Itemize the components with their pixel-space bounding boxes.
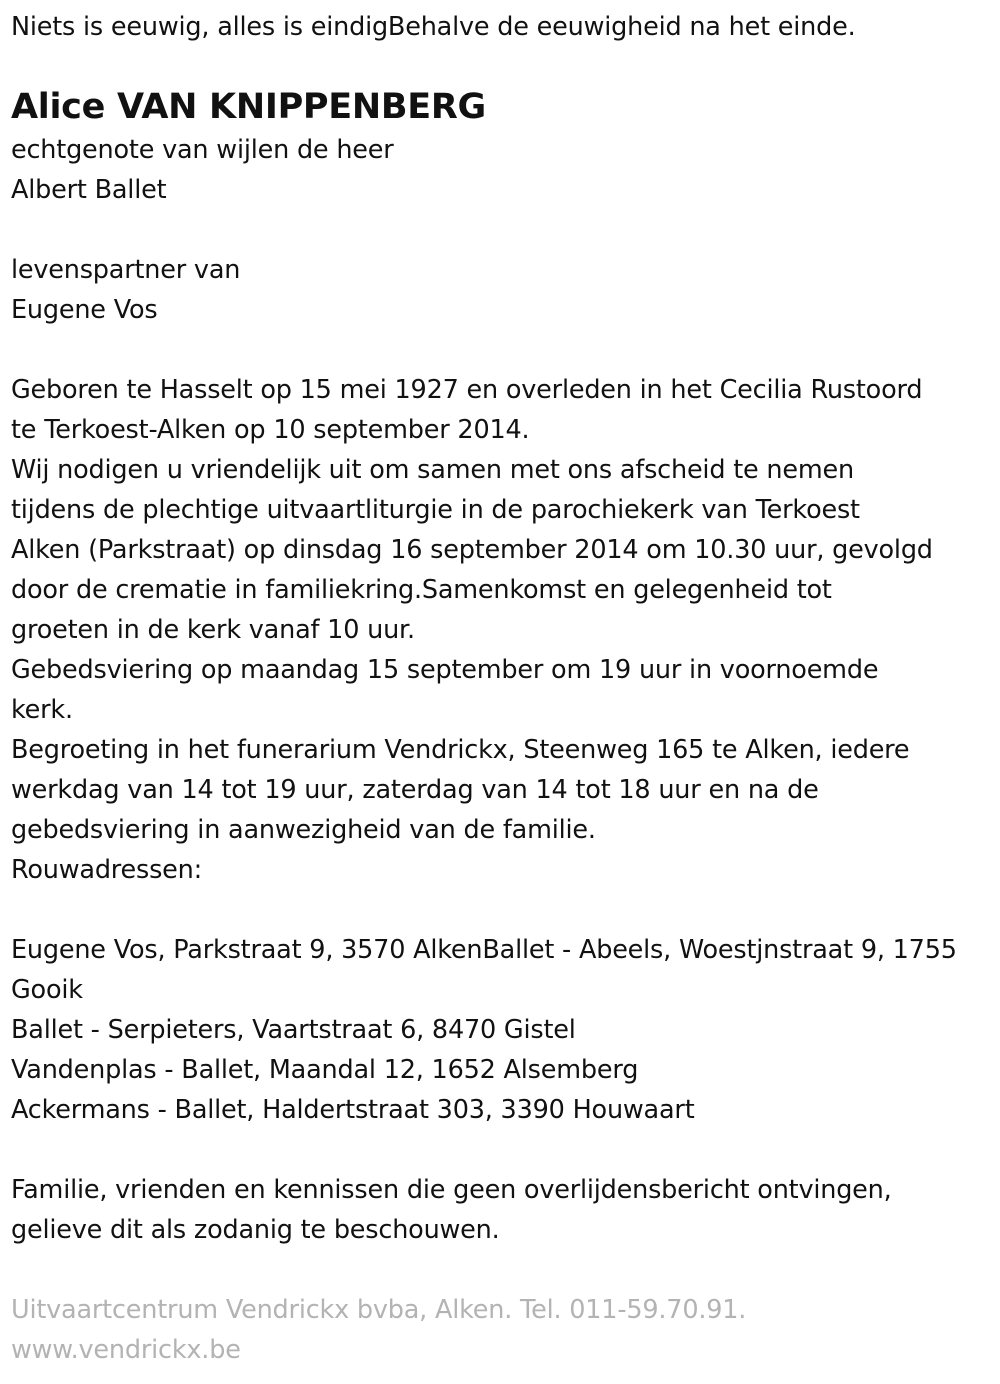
website-link[interactable]: www.vendrickx.be: [11, 1335, 241, 1365]
motto-text: Niets is eeuwig, alles is eindigBehalve de eeuwigheid na het einde.: [11, 12, 856, 42]
spouse-relation: echtgenote van wijlen de heer: [11, 135, 394, 165]
body-line: Geboren te Hasselt op 15 mei 1927 en overleden in het Cecilia Rustoord: [11, 375, 923, 405]
body-line: kerk.: [11, 695, 73, 725]
address-line: Ballet - Serpieters, Vaartstraat 6, 8470 Gistel: [11, 1015, 576, 1045]
body-line: te Terkoest-Alken op 10 september 2014.: [11, 415, 530, 445]
body-line: Alken (Parkstraat) op dinsdag 16 september 2014 om 10.30 uur, gevolgd: [11, 535, 933, 565]
spacer: [11, 1130, 1000, 1170]
closing-note: [11, 1170, 1000, 1250]
spacer: [11, 210, 1000, 250]
footer: [11, 1290, 1000, 1370]
mourning-addresses: [11, 930, 1000, 1130]
body-line: door de crematie in familiekring.Samenkomst en gelegenheid tot: [11, 575, 832, 605]
deceased-name: Alice VAN KNIPPENBERG: [11, 87, 486, 127]
spacer: [11, 330, 1000, 370]
body-line: Rouwadressen:: [11, 855, 203, 885]
closing-line: Familie, vrienden en kennissen die geen overlijdensbericht ontvingen,: [11, 1175, 892, 1205]
funeral-home-info: Uitvaartcentrum Vendrickx bvba, Alken. Tel. 011-59.70.91.: [11, 1295, 747, 1325]
body-line: Wij nodigen u vriendelijk uit om samen met ons afscheid te nemen: [11, 455, 854, 485]
address-line: Gooik: [11, 975, 83, 1005]
partner-name: Eugene Vos: [11, 295, 158, 325]
partner-relation: levenspartner van: [11, 255, 241, 285]
body-line: Begroeting in het funerarium Vendrickx, Steenweg 165 te Alken, iedere: [11, 735, 910, 765]
body-line: gebedsviering in aanwezigheid van de familie.: [11, 815, 596, 845]
body-line: tijdens de plechtige uitvaartliturgie in de parochiekerk van Terkoest: [11, 495, 860, 525]
announcement-body: [11, 370, 1000, 890]
address-line: Vandenplas - Ballet, Maandal 12, 1652 Alsemberg: [11, 1055, 639, 1085]
body-line: groeten in de kerk vanaf 10 uur.: [11, 615, 415, 645]
spacer: [11, 1250, 1000, 1290]
body-line: werkdag van 14 tot 19 uur, zaterdag van 14 tot 18 uur en na de: [11, 775, 819, 805]
closing-line: gelieve dit als zodanig te beschouwen.: [11, 1215, 500, 1245]
spacer: [11, 890, 1000, 930]
address-line: Eugene Vos, Parkstraat 9, 3570 AlkenBallet - Abeels, Woestjnstraat 9, 1755: [11, 935, 957, 965]
spouse-name: Albert Ballet: [11, 175, 167, 205]
address-line: Ackermans - Ballet, Haldertstraat 303, 3390 Houwaart: [11, 1095, 695, 1125]
body-line: Gebedsviering op maandag 15 september om 19 uur in voornoemde: [11, 655, 879, 685]
